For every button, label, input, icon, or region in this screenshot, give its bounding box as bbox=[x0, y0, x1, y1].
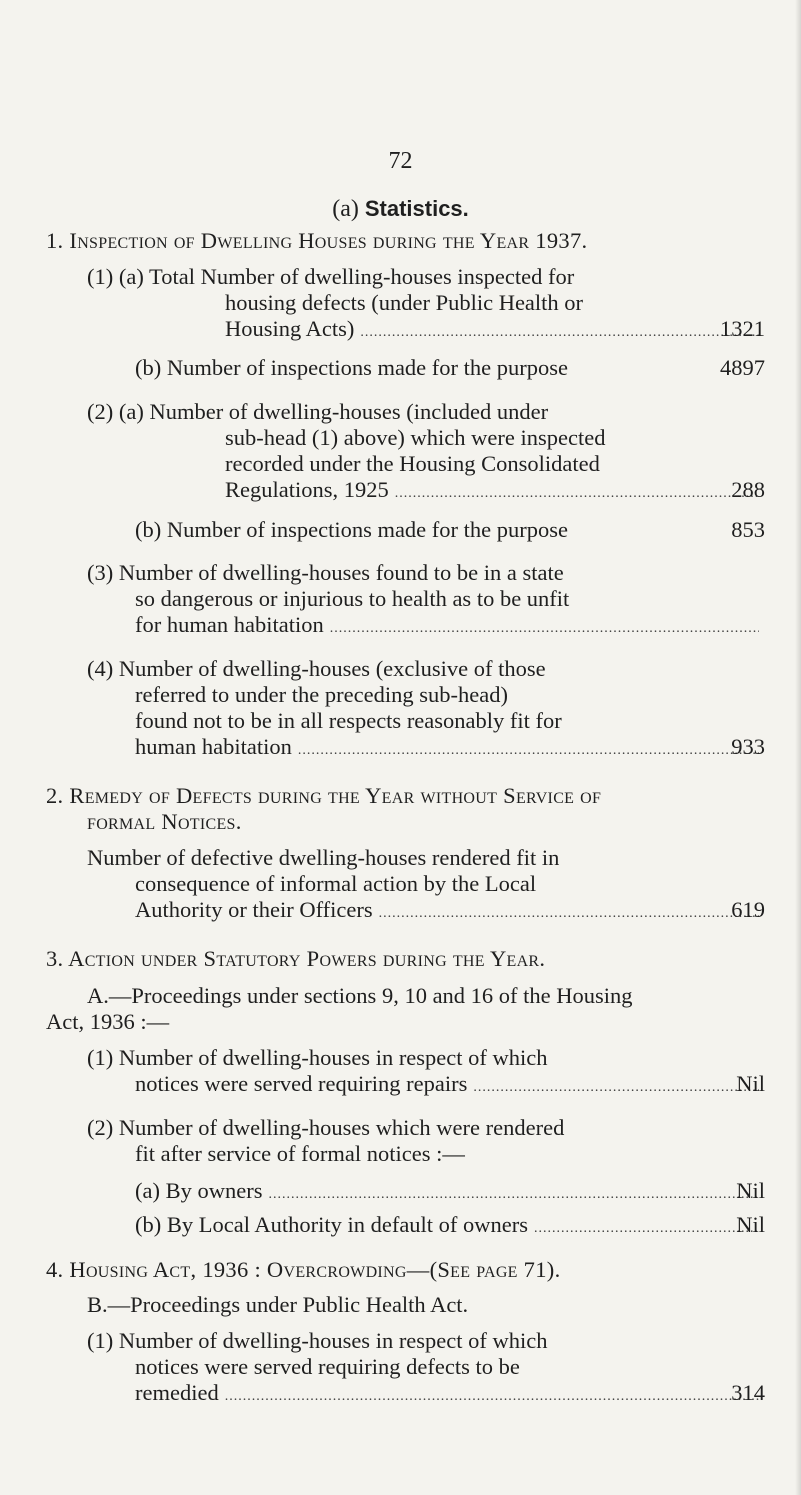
item-1-1b: (b) Number of inspections made for the purpose bbox=[135, 355, 569, 380]
item-1-1a-line-3 bbox=[225, 316, 765, 346]
item-1-4-line-4 bbox=[135, 734, 765, 764]
item-1-1a-value: 1321 bbox=[720, 316, 765, 341]
item-1-4-line-3: found not to be in all respects reasonably fit for bbox=[135, 708, 562, 733]
item-4B: B.—Proceedings under Public Health Act. bbox=[87, 1292, 469, 1317]
item-1-2a-line-2: sub-head (1) above) which were inspected bbox=[225, 425, 606, 450]
item-4-1-value: 314 bbox=[731, 1380, 765, 1405]
item-3-1-text: notices were served requiring repairs bbox=[135, 1071, 468, 1096]
item-1-4-text: human habitation bbox=[135, 734, 292, 759]
dot-leader bbox=[395, 481, 759, 507]
item-2-line-2: consequence of informal action by the Local bbox=[135, 871, 537, 896]
item-4-1-text: remedied bbox=[135, 1380, 219, 1405]
item-2-value: 619 bbox=[731, 897, 765, 922]
title-main: Statistics. bbox=[364, 196, 469, 221]
item-4-1-line-2: notices were served requiring defects to be bbox=[135, 1354, 520, 1379]
item-1-2a-value: 288 bbox=[731, 477, 765, 502]
item-1-2a-text: Regulations, 1925 bbox=[225, 477, 389, 502]
dot-leader bbox=[225, 1384, 759, 1410]
item-1-2b: (b) Number of inspections made for the purpose bbox=[135, 517, 569, 542]
item-3A-line-2: Act, 1936 :— bbox=[46, 1009, 170, 1034]
item-1-3-line-1: (3) Number of dwelling-houses found to be in a state bbox=[87, 560, 564, 585]
item-4-1-line-3 bbox=[135, 1380, 765, 1410]
item-1-2a-line-1: (2) (a) Number of dwelling-houses (included under bbox=[87, 399, 549, 424]
item-1-4-line-2: referred to under the preceding sub-head) bbox=[135, 682, 508, 707]
dot-leader bbox=[268, 1182, 759, 1208]
dot-leader bbox=[534, 1216, 759, 1242]
section-1-heading: 1. Inspection of Dwelling Houses during the Year 1937. bbox=[46, 228, 588, 253]
item-1-1a-line-1: (1) (a) Total Number of dwelling-houses inspected for bbox=[87, 264, 575, 289]
dot-leader bbox=[473, 1075, 759, 1101]
item-3-2b bbox=[135, 1212, 765, 1242]
item-3-1-line-1: (1) Number of dwelling-houses in respect of which bbox=[87, 1045, 548, 1070]
item-1-3-line-3 bbox=[135, 612, 765, 642]
item-1-3-text: for human habitation bbox=[135, 612, 324, 637]
section-3-heading: 3. Action under Statutory Powers during the Year. bbox=[46, 946, 546, 971]
item-3-2a bbox=[135, 1178, 765, 1208]
item-2-line-3 bbox=[135, 897, 765, 927]
item-3-2-line-2: fit after service of formal notices :— bbox=[135, 1141, 465, 1166]
title-prefix: (a) bbox=[332, 196, 359, 222]
item-1-2a-line-4 bbox=[225, 477, 765, 507]
section-2-heading-line-1: 2. Remedy of Defects during the Year without Service of bbox=[46, 783, 602, 808]
page-number: 72 bbox=[388, 148, 413, 174]
item-2-text: Authority or their Officers bbox=[135, 897, 373, 922]
page-edge-shadow bbox=[795, 0, 801, 1495]
item-3A-line-1: A.—Proceedings under sections 9, 10 and 16 of the Housing bbox=[87, 983, 633, 1008]
item-3-2a-value: Nil bbox=[736, 1178, 765, 1203]
item-3-2b-value: Nil bbox=[736, 1212, 765, 1237]
item-4-1-line-1: (1) Number of dwelling-houses in respect of which bbox=[87, 1328, 548, 1353]
dot-leader bbox=[330, 616, 759, 642]
item-1-4-line-1: (4) Number of dwelling-houses (exclusive of those bbox=[87, 656, 546, 681]
item-3-1-line-2 bbox=[135, 1071, 765, 1101]
item-3-1-value: Nil bbox=[736, 1071, 765, 1096]
section-4-heading: 4. Housing Act, 1936 : Overcrowding—(See page 71). bbox=[46, 1257, 561, 1282]
item-1-4-value: 933 bbox=[731, 734, 765, 759]
dot-leader bbox=[298, 738, 759, 764]
dot-leader bbox=[360, 320, 759, 346]
item-3-2b-text: (b) By Local Authority in default of owners bbox=[135, 1212, 529, 1237]
dot-leader bbox=[379, 901, 759, 927]
item-1-1a-text: Housing Acts) bbox=[225, 316, 355, 341]
item-1-1b-value: 4897 bbox=[720, 355, 765, 380]
section-title bbox=[0, 196, 801, 223]
item-1-1a-line-2: housing defects (under Public Health or bbox=[225, 290, 584, 315]
item-2-line-1: Number of defective dwelling-houses rendered fit in bbox=[87, 845, 560, 870]
item-3-2a-text: (a) By owners bbox=[135, 1178, 263, 1203]
section-2-heading-line-2: formal Notices. bbox=[87, 809, 242, 834]
item-1-2a-line-3: recorded under the Housing Consolidated bbox=[225, 451, 600, 476]
item-1-2b-value: 853 bbox=[731, 517, 765, 542]
item-1-3-line-2: so dangerous or injurious to health as to be unfit bbox=[135, 586, 570, 611]
item-3-2-line-1: (2) Number of dwelling-houses which were rendered bbox=[87, 1115, 565, 1140]
